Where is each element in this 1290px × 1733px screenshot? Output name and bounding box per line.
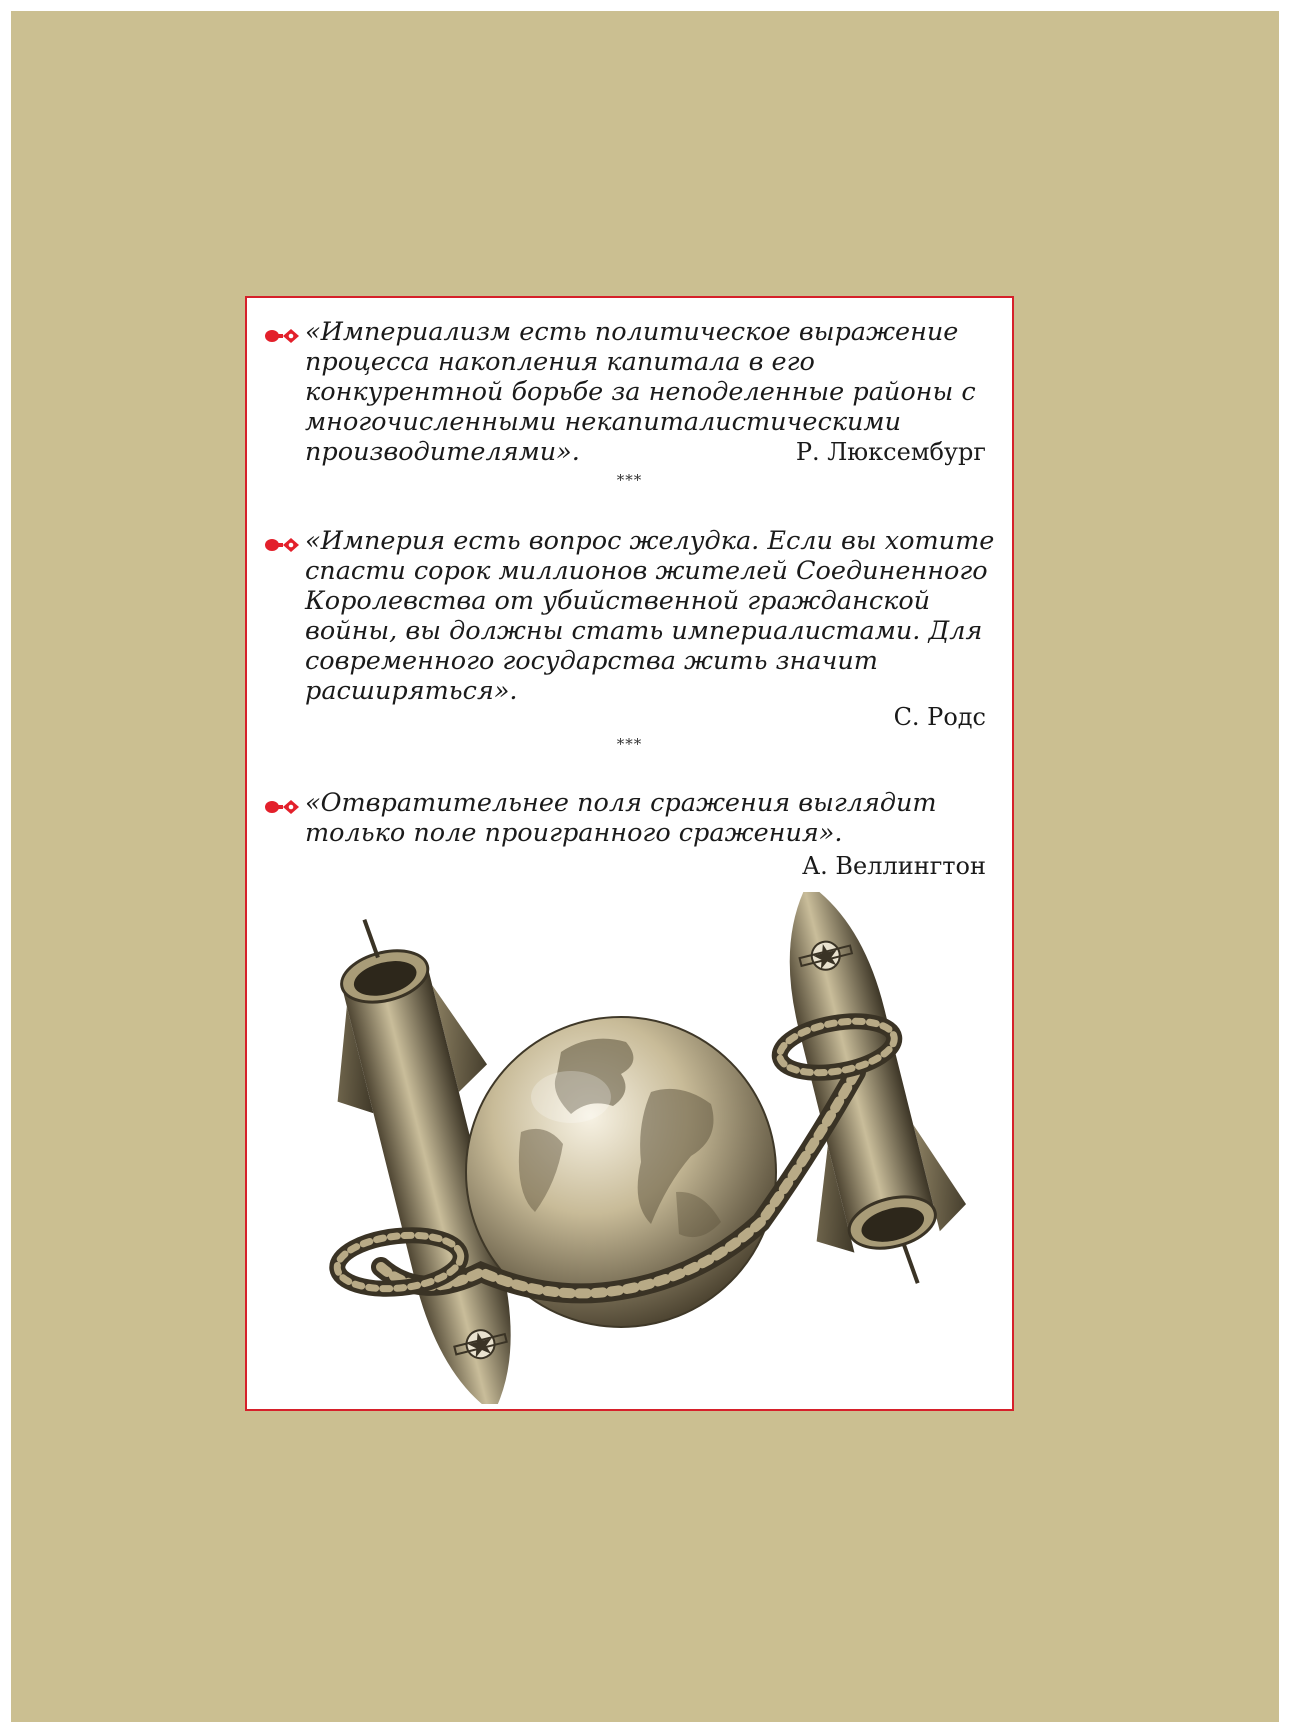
right-rocket [732,892,982,1304]
separator: *** [616,471,643,489]
pen-nib-bullet-icon [265,537,301,553]
pen-nib-bullet-icon [265,328,301,344]
separator: *** [616,735,643,753]
quote-text: «Империализм есть политическое выражение процесса накопления капитала в его конкурентной борьбе за неподеленные районы с многочисленными некапиталистическими производителями». [305,317,976,467]
quote-author: С. Родс [893,703,986,731]
quote-author: А. Веллингтон [801,852,986,880]
pen-nib-bullet-icon [265,799,301,815]
quote-text: «Империя есть вопрос желудка. Если вы хотите спасти сорок миллионов жителей Соединенного Королевства от убийственной гражданской войны, вы должны стать империалистами. Для современного государства жить значит расширяться». [305,526,995,706]
quote-text: «Отвратительнее поля сражения выглядит только поле проигранного сражения». [305,788,937,848]
globe-with-roped-rockets-illustration [271,892,991,1404]
quote-author: Р. Люксембург [795,438,986,466]
quote-card [245,296,1014,1411]
